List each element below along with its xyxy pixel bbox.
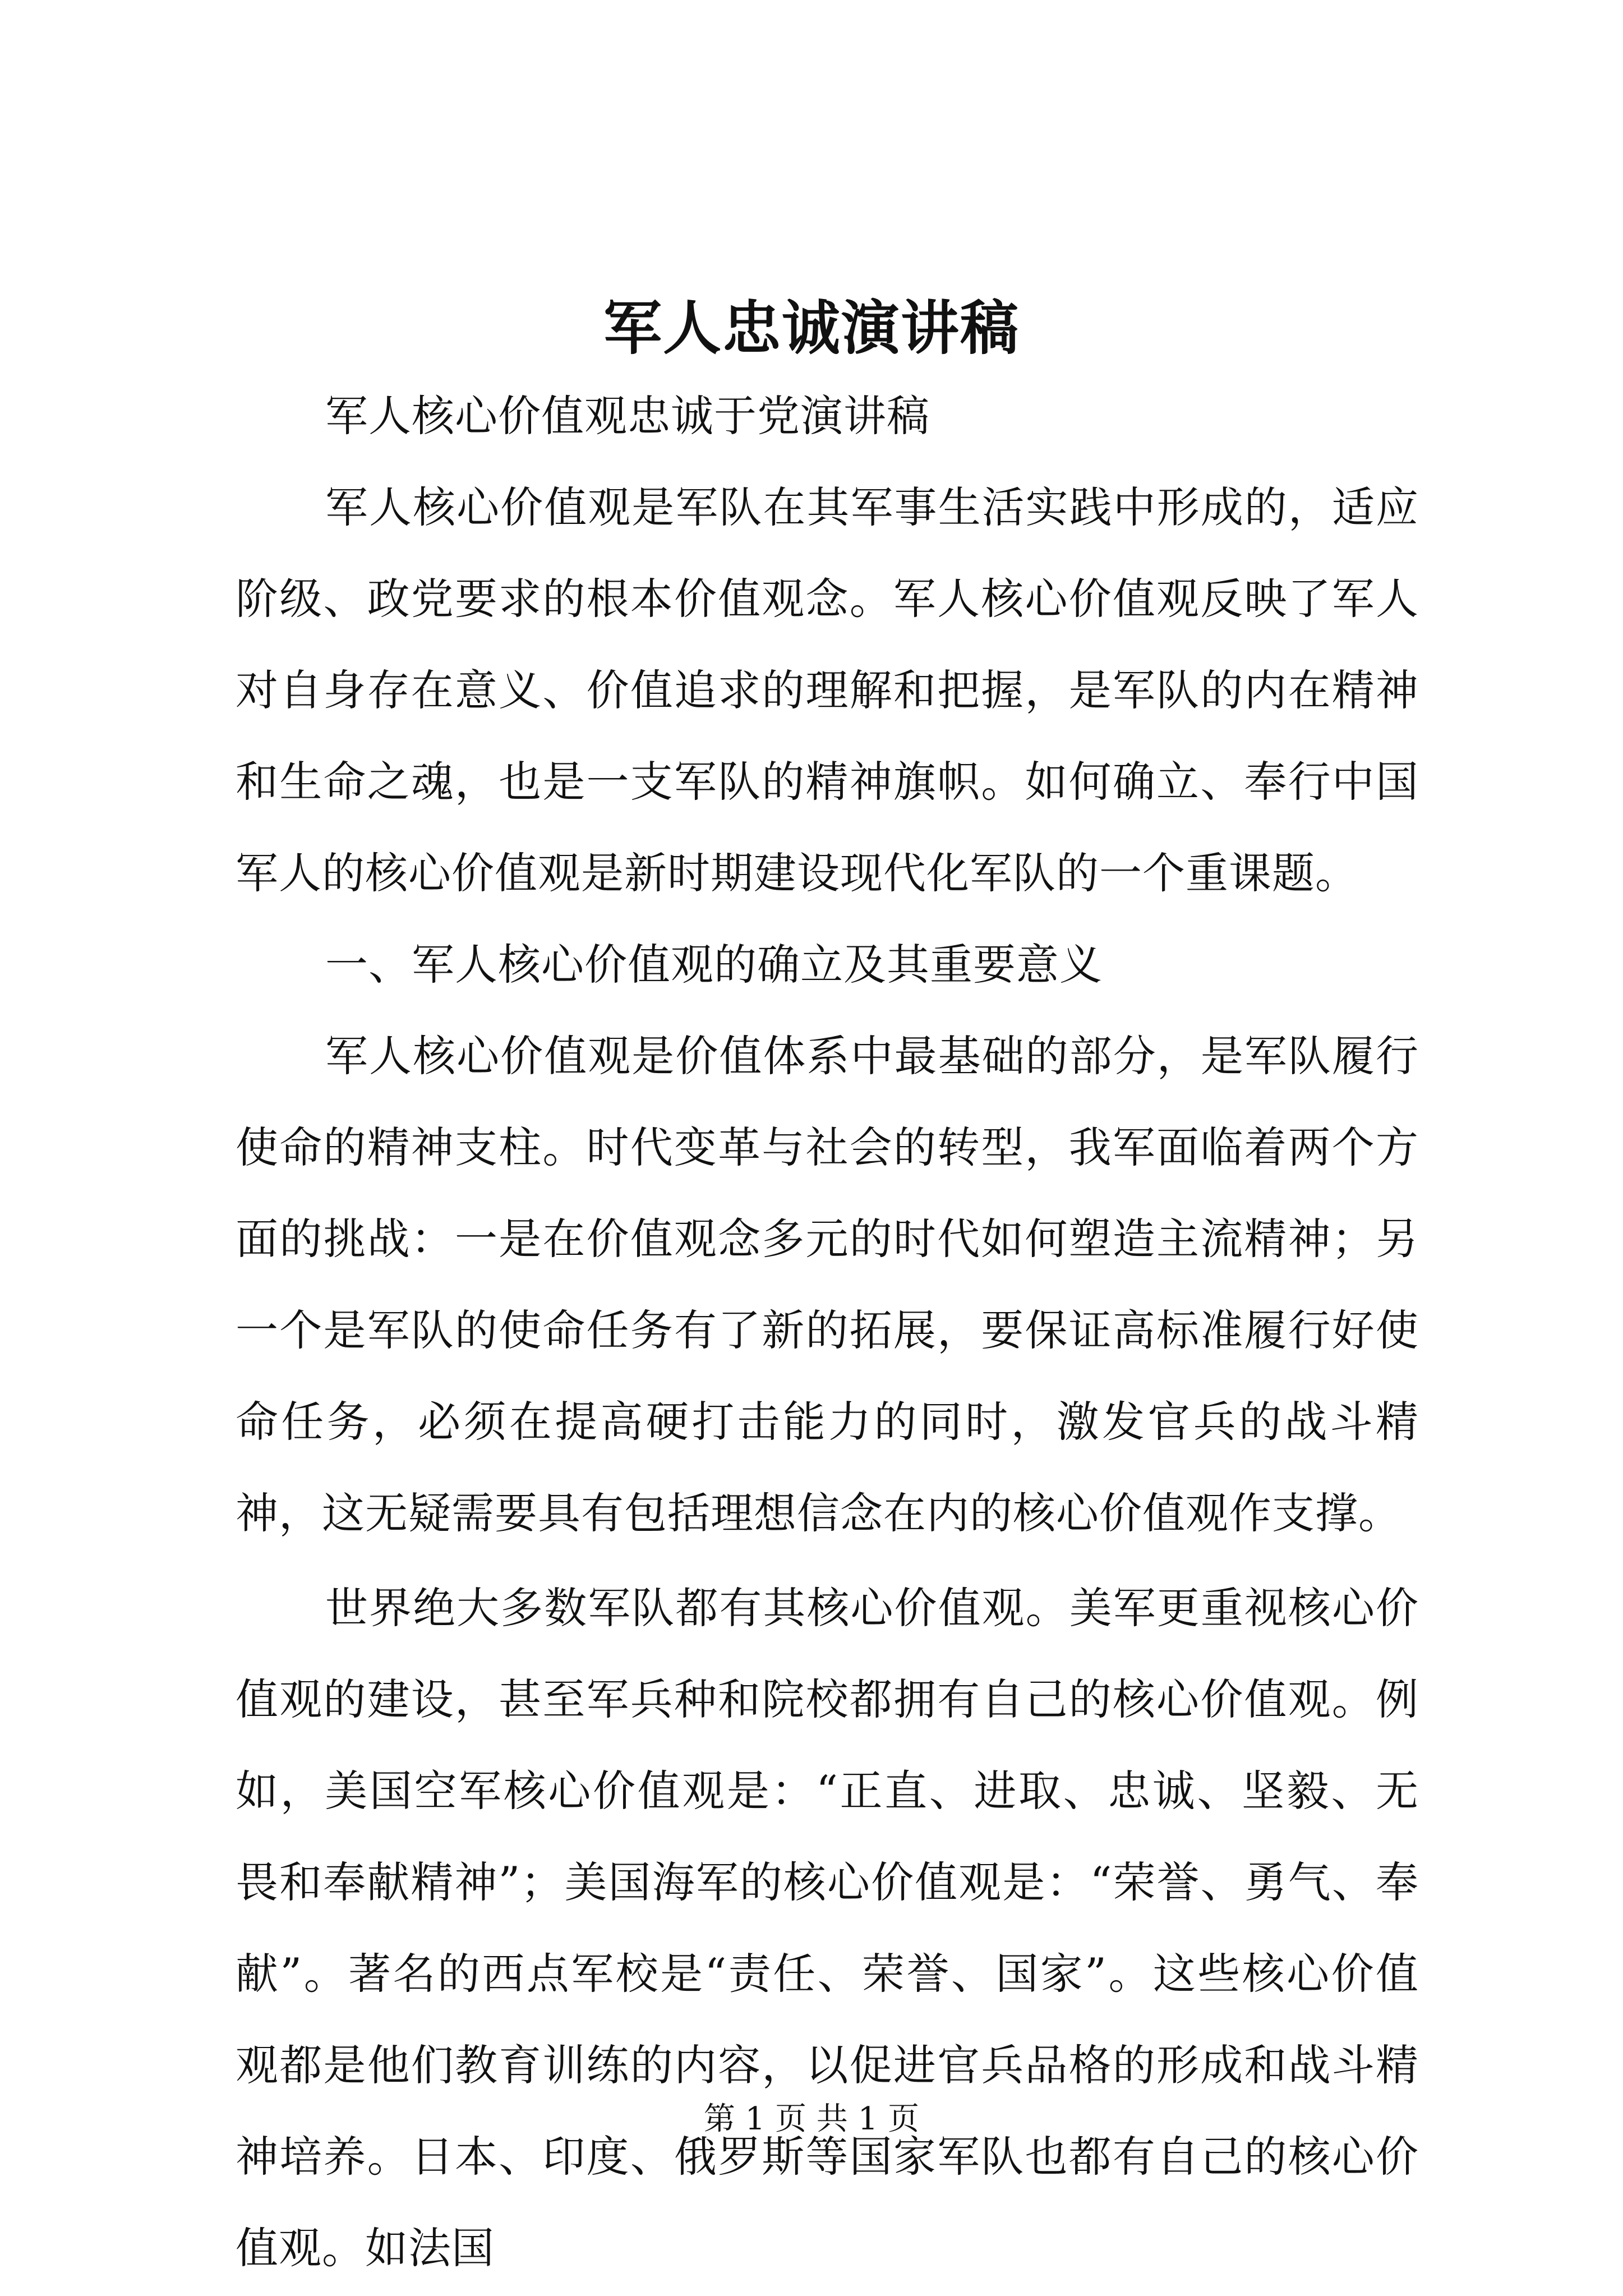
paragraph-section-body: 军人核心价值观是价值体系中最基础的部分，是军队履行使命的精神支柱。时代变革与社会的转型，我军面临着两个方面的挑战：一是在价值观念多元的时代如何塑造主流精神；另一个是军队的使命任务有了新的拓展，要保证高标准履行好使命任务，必须在提高硬打击能力的同时，激发官兵的战斗精神，这无疑需要具有包括理想信念在内的核心价值观作支撑。 — [236, 1031, 1419, 1538]
document-title: 军人忠诚演讲稿 — [603, 293, 1020, 362]
page-number: 第 1 页 共 1 页 — [703, 2101, 920, 2137]
paragraph-subtitle: 军人核心价值观忠诚于党演讲稿 — [325, 391, 930, 441]
paragraph-world-armies: 世界绝大多数军队都有其核心价值观。美军更重视核心价值观的建设，甚至军兵种和院校都拥有自己的核心价值观。例如，美国空军核心价值观是：“正直、进取、忠诚、坚毅、无畏和奉献精神”；美国海军的核心价值观是：“荣誉、勇气、奉献”。著名的西点军校是“责任、荣誉、国家”。这些核心价值观都是他们教育训练的内容，以促进官兵品格的形成和战斗精神培养。日本、印度、俄罗斯等国家军队也都有自己的核心价值观。如法国 — [236, 1583, 1419, 2273]
paragraph-intro: 军人核心价值观是军队在其军事生活实践中形成的，适应阶级、政党要求的根本价值观念。军人核心价值观反映了军人对自身存在意义、价值追求的理解和把握，是军队的内在精神和生命之魂，也是一支军队的精神旗帜。如何确立、奉行中国军人的核心价值观是新时期建设现代化军队的一个重课题。 — [236, 482, 1419, 898]
section-heading: 一、军人核心价值观的确立及其重要意义 — [325, 940, 1103, 990]
document-body — [236, 370, 1419, 2294]
